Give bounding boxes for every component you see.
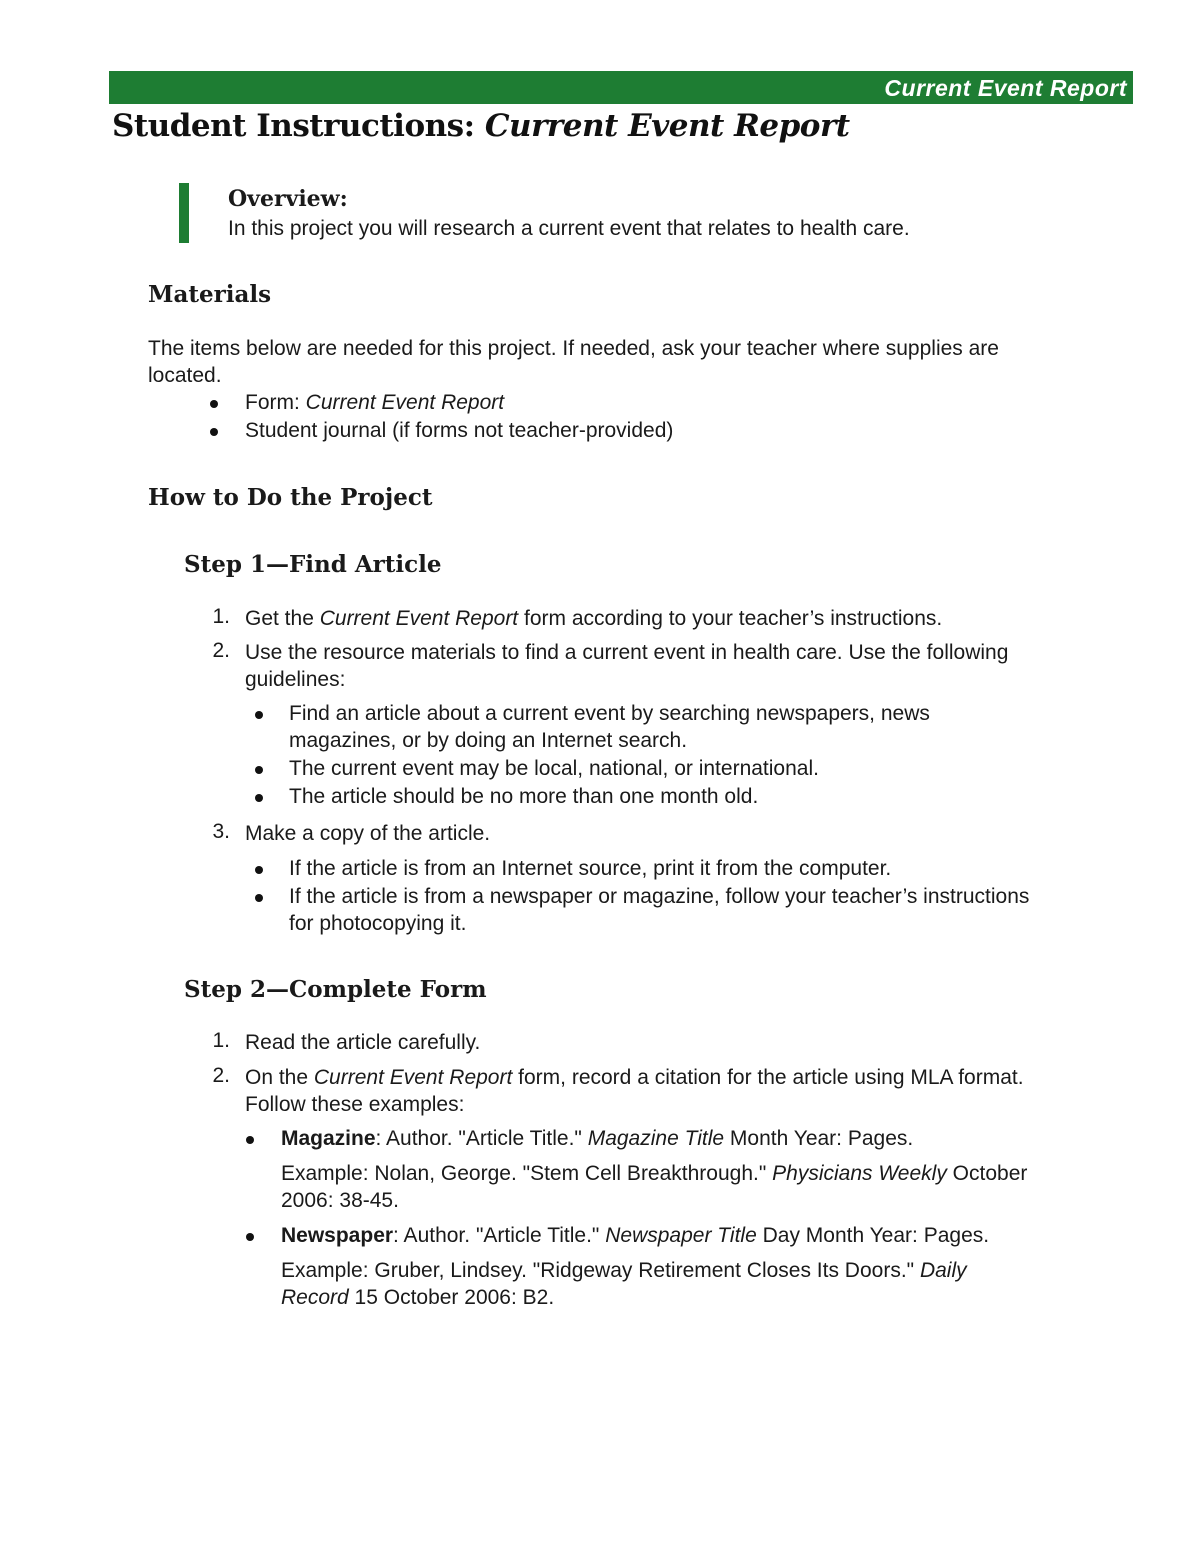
text-line: The current event may be local, national, or international. <box>289 757 819 780</box>
text-run: Daily <box>919 1259 967 1282</box>
overview-text: In this project you will research a current event that relates to health care. <box>228 217 910 240</box>
text-run: Newspaper Title <box>605 1224 757 1247</box>
bullet-icon <box>255 711 263 719</box>
format-label: Newspaper <box>281 1224 394 1247</box>
materials-intro <box>148 335 999 389</box>
bullet-icon <box>210 428 218 436</box>
magazine-format <box>281 1125 913 1152</box>
header-banner <box>109 71 1133 104</box>
text-run: form, record a citation for the article using MLA format. <box>512 1066 1024 1089</box>
text-run: On the <box>245 1066 314 1089</box>
text-line <box>281 1284 967 1311</box>
materials-intro-line2: located. <box>148 364 222 387</box>
banner-title: Current Event Report <box>884 75 1127 101</box>
text-line: for photocopying it. <box>289 912 467 935</box>
list-number: 2. <box>212 639 230 662</box>
materials-item <box>245 417 673 444</box>
step1-item <box>245 605 942 632</box>
step1-heading: Step 1—Find Article <box>184 551 442 578</box>
materials-intro-line1: The items below are needed for this project. If needed, ask your teacher where supplies are <box>148 337 999 360</box>
step1-item: Make a copy of the article. <box>245 822 491 845</box>
text-run: : Author. "Article Title." <box>375 1127 588 1150</box>
bullet-icon <box>255 866 263 874</box>
title-prefix: Student Instructions: <box>112 108 475 144</box>
title-name: Current Event Report <box>484 108 850 144</box>
bullet-icon <box>255 794 263 802</box>
text-run: 15 October 2006: B2. <box>348 1286 555 1309</box>
text-line: Use the resource materials to find a current event in health care. Use the following <box>245 641 1009 664</box>
text-line: If the article is from a newspaper or magazine, follow your teacher’s instructions <box>289 885 1030 908</box>
materials-item-label: Form: <box>245 391 306 414</box>
page-title <box>112 108 850 144</box>
form-name: Current Event Report <box>319 607 519 630</box>
overview-accent-bar <box>179 183 189 243</box>
step2-item: Read the article carefully. <box>245 1031 481 1054</box>
text-run: Example: Gruber, Lindsey. "Ridgeway Retirement Closes Its Doors." <box>281 1259 920 1282</box>
text-line: guidelines: <box>245 668 346 691</box>
copy-bullet-item <box>289 883 1029 937</box>
text-run: form according to your teacher’s instructions. <box>518 607 943 630</box>
step2-item <box>245 1064 1024 1118</box>
materials-item <box>245 389 504 416</box>
guideline-item <box>289 755 819 782</box>
format-label: Magazine <box>281 1127 376 1150</box>
text-line: 2006: 38-45. <box>281 1189 399 1212</box>
text-run: October <box>946 1162 1028 1185</box>
materials-item-form-name: Current Event Report <box>305 391 505 414</box>
text-run: Record <box>281 1286 349 1309</box>
magazine-example <box>281 1160 1027 1214</box>
text-line: If the article is from an Internet source, print it from the computer. <box>289 857 892 880</box>
copy-bullet-item <box>289 855 891 882</box>
bullet-icon <box>246 1233 254 1241</box>
step2-heading: Step 2—Complete Form <box>184 976 487 1003</box>
overview-heading: Overview: <box>228 186 348 212</box>
text-run: Magazine Title <box>587 1127 725 1150</box>
list-number: 1. <box>212 1029 230 1052</box>
bullet-icon <box>210 400 218 408</box>
text-line: Follow these examples: <box>245 1093 465 1116</box>
list-number: 3. <box>212 820 230 843</box>
newspaper-example <box>281 1257 967 1311</box>
list-number: 1. <box>212 605 230 628</box>
newspaper-format <box>281 1222 989 1249</box>
text-run: Month Year: Pages. <box>724 1127 914 1150</box>
materials-item-label: Student journal (if forms not teacher-provided) <box>245 419 674 442</box>
text-run: Day Month Year: Pages. <box>756 1224 990 1247</box>
text-line <box>281 1160 1027 1187</box>
form-name: Current Event Report <box>313 1066 513 1089</box>
how-heading: How to Do the Project <box>148 484 433 511</box>
text-line: Find an article about a current event by searching newspapers, news <box>289 702 930 725</box>
text-run: : Author. "Article Title." <box>393 1224 606 1247</box>
text-line: magazines, or by doing an Internet search. <box>289 729 688 752</box>
list-number: 2. <box>212 1064 230 1087</box>
text-line: The article should be no more than one month old. <box>289 785 759 808</box>
bullet-icon <box>255 894 263 902</box>
step1-item <box>245 639 1008 693</box>
text-line <box>281 1257 967 1284</box>
materials-heading: Materials <box>148 281 272 308</box>
bullet-icon <box>255 766 263 774</box>
text-run: Physicians Weekly <box>772 1162 947 1185</box>
text-run: Get the <box>245 607 320 630</box>
guideline-item <box>289 700 930 754</box>
text-line <box>245 1064 1024 1091</box>
bullet-icon <box>246 1136 254 1144</box>
text-run: Example: Nolan, George. "Stem Cell Breakthrough." <box>281 1162 773 1185</box>
guideline-item <box>289 783 758 810</box>
